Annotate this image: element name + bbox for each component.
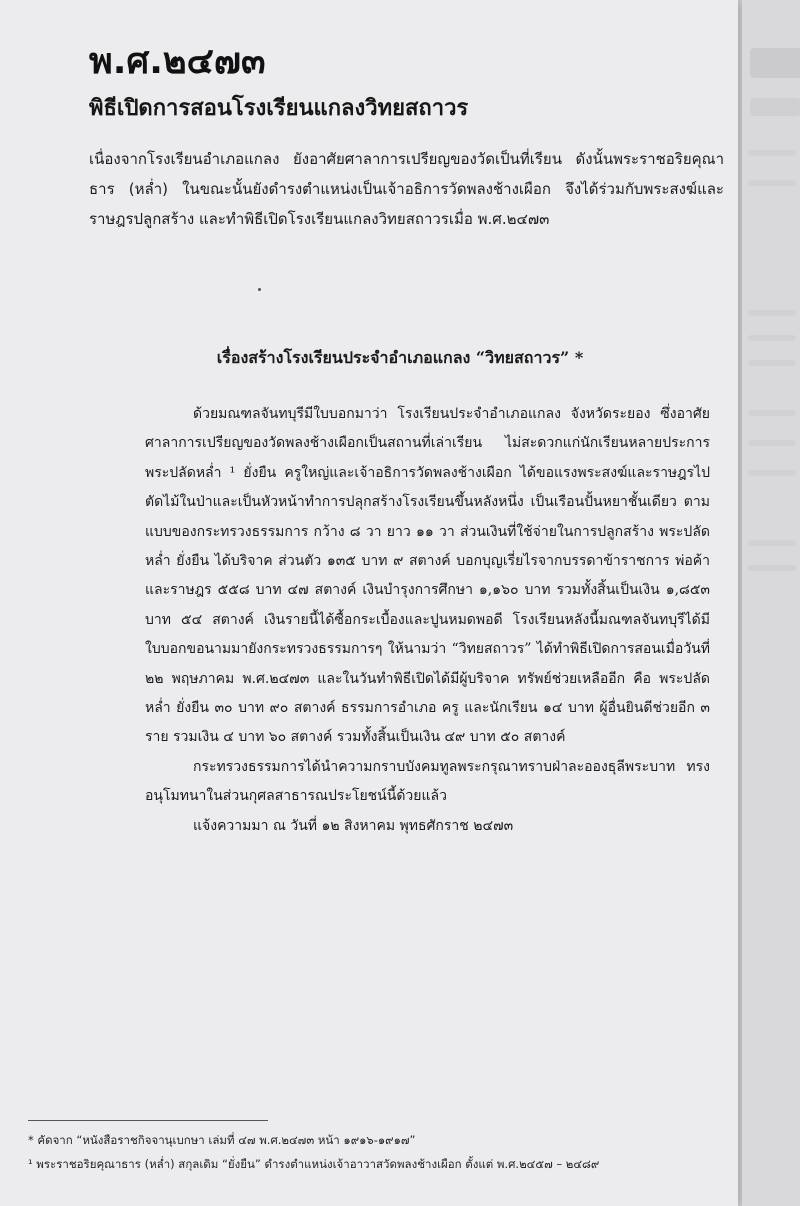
adjacent-page-ghost-line — [748, 540, 796, 546]
adjacent-page-ghost-line — [748, 310, 796, 316]
article-body — [145, 400, 710, 841]
article-paragraph: แจ้งความมา ณ วันที่ ๑๒ สิงหาคม พุทธศักราช ๒๔๗๓ — [193, 817, 514, 834]
article-paragraph: ด้วยมณฑลจันทบุรีมีใบบอกมาว่า โรงเรียนประจำอำเภอแกลง จังหวัดระยอง ซึ่งอาศัยศาลาการเปรียญของวัดพลงช้างเผือกเป็นสถานที่เล่าเรียน ไม่สะดวกแก่นักเรียนหลายประการ พระปลัดหล่ำ ¹ ยั่งยืน ครูใหญ่และเจ้าอธิการวัดพลงช้างเผือก ได้ขอแรงพระสงฆ์และราษฎรไปตัดไม้ในป่าและเป็นหัวหน้าทำการปลุกสร้างโรงเรียนขึ้นหลังหนึ่ง เป็นเรือนปั้นหยาชั้นเดียว ตามแบบของกระทรวงธรรมการ กว้าง ๘ วา ยาว ๑๑ วา ส่วนเงินที่ใช้จ่ายในการปลูกสร้าง พระปลัดหล่ำ ยั่งยืน ได้บริจาค ส่วนตัว ๑๓๕ บาท ๙ สตางค์ บอกบุญเรี่ยไรจากบรรดาข้าราชการ พ่อค้าและราษฎร ๕๕๘ บาท ๔๗ สตางค์ เงินบำรุงการศึกษา ๑,๑๖๐ บาท รวมทั้งสิ้นเป็นเงิน ๑,๘๕๓ บาท ๕๔ สตางค์ เงินรายนี้ได้ซื้อกระเบื้องและปูนหมดพอดี โรงเรียนหลังนี้มณฑลจันทบุรีได้มีใบบอกขอนามมายังกระทรวงธรรมการๆ ให้นามว่า “วิทยสถาวร” ได้ทำพิธีเปิดการสอนเมื่อวันที่ ๒๒ พฤษภาคม พ.ศ.๒๔๗๓ และในวันทำพิธีเปิดได้มีผู้บริจาค ทรัพย์ช่วยเหลืออีก คือ พระปลัดหล่ำ ยั่งยืน ๓๐ บาท ๙๐ สตางค์ ธรรมการอำเภอ ครู และนักเรียน ๑๔ บาท ผู้อื่นยินดีช่วยอีก ๓ ราย รวมเงิน ๔ บาท ๖๐ สตางค์ รวมทั้งสิ้นเป็นเงิน ๔๙ บาท ๕๐ สตางค์ — [145, 406, 710, 746]
page-heading: พ.ศ.๒๔๗๓ — [89, 41, 266, 82]
adjacent-page-ghost-subheading — [750, 98, 800, 116]
article-title: เรื่องสร้างโรงเรียนประจำอำเภอแกลง “วิทยสถาวร” * — [216, 348, 584, 367]
adjacent-page-ghost-line — [748, 470, 796, 476]
adjacent-page-ghost-line — [748, 360, 796, 366]
adjacent-page-ghost-line — [748, 410, 796, 416]
adjacent-page-ghost-line — [748, 440, 796, 446]
footnote-source: * คัดจาก “หนังสือราชกิจจานุเบกษา เล่มที่ ๔๗ พ.ศ.๒๔๗๓ หน้า ๑๙๑๖-๑๙๑๗” — [28, 1133, 416, 1147]
adjacent-page-ghost-line — [748, 565, 796, 571]
footnote-person: ¹ พระราชอริยคุณาธาร (หล่ำ) สกุลเดิม “ยั่งยืน” ดำรงตำแหน่งเจ้าอาวาสวัดพลงช้างเผือก ตั้งแต่ พ.ศ.๒๔๕๗ – ๒๔๘๙ — [28, 1157, 600, 1171]
article-paragraph: กระทรวงธรรมการได้นำความกราบบังคมทูลพระกรุณาทราบฝ่าละอองธุลีพระบาท ทรงอนุโมทนาในส่วนกุศลสาธารณประโยชน์นี้ด้วยแล้ว — [145, 758, 710, 805]
intro-paragraph: เนื่องจากโรงเรียนอำเภอแกลง ยังอาศัยศาลาการเปรียญของวัดเป็นที่เรียน ดังนั้นพระราชอริยคุณาธาร (หล่ำ) ในขณะนั้นยังดำรงตำแหน่งเป็นเจ้าอธิการวัดพลงช้างเผือก จึงได้ร่วมกับพระสงฆ์และราษฎรปลูกสร้าง และทำพิธีเปิดโรงเรียนแกลงวิทยสถาวรเมื่อ พ.ศ.๒๔๗๓ — [89, 150, 724, 228]
adjacent-page-ghost-line — [748, 335, 796, 341]
footnotes — [28, 1128, 718, 1176]
adjacent-page-ghost-line — [748, 150, 796, 156]
adjacent-page-edge — [742, 0, 800, 1206]
page-subheading: พิธีเปิดการสอนโรงเรียนแกลงวิทยสถาวร — [89, 96, 469, 121]
stray-mark — [258, 288, 261, 291]
adjacent-page-ghost-heading — [750, 48, 800, 78]
footnote-divider — [28, 1120, 268, 1121]
adjacent-page-ghost-line — [748, 180, 796, 186]
